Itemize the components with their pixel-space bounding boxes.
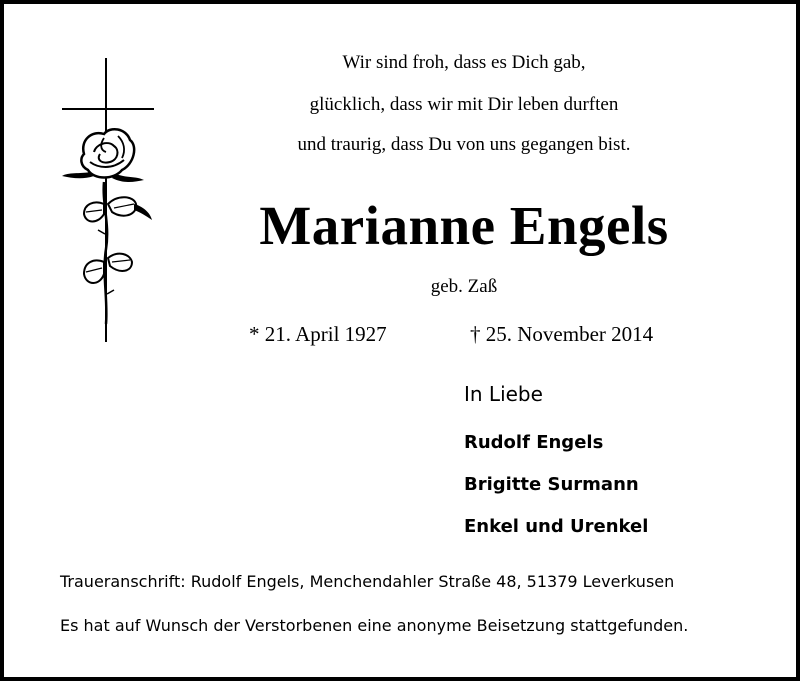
poem-line-3: und traurig, dass Du von uns gegangen bist.: [297, 134, 631, 155]
mourners-intro: In Liebe: [464, 382, 543, 406]
deceased-name: Marianne Engels: [259, 195, 669, 256]
mourning-address: Traueranschrift: Rudolf Engels, Menchendahler Straße 48, 51379 Leverkusen: [60, 572, 675, 591]
poem-line-1: Wir sind froh, dass es Dich gab,: [342, 52, 586, 73]
mourner-name: Brigitte Surmann: [464, 474, 639, 495]
poem-line-2: glücklich, dass wir mit Dir leben durften: [309, 94, 619, 115]
mourner-name: Rudolf Engels: [464, 432, 604, 453]
death-date: † 25. November 2014: [470, 322, 654, 346]
cross-with-rose-icon: [54, 54, 164, 346]
burial-note: Es hat auf Wunsch der Verstorbenen eine anonyme Beisetzung stattgefunden.: [60, 616, 689, 635]
birth-date: * 21. April 1927: [249, 322, 387, 346]
maiden-name: geb. Zaß: [430, 276, 498, 297]
mourner-name: Enkel und Urenkel: [464, 516, 649, 537]
